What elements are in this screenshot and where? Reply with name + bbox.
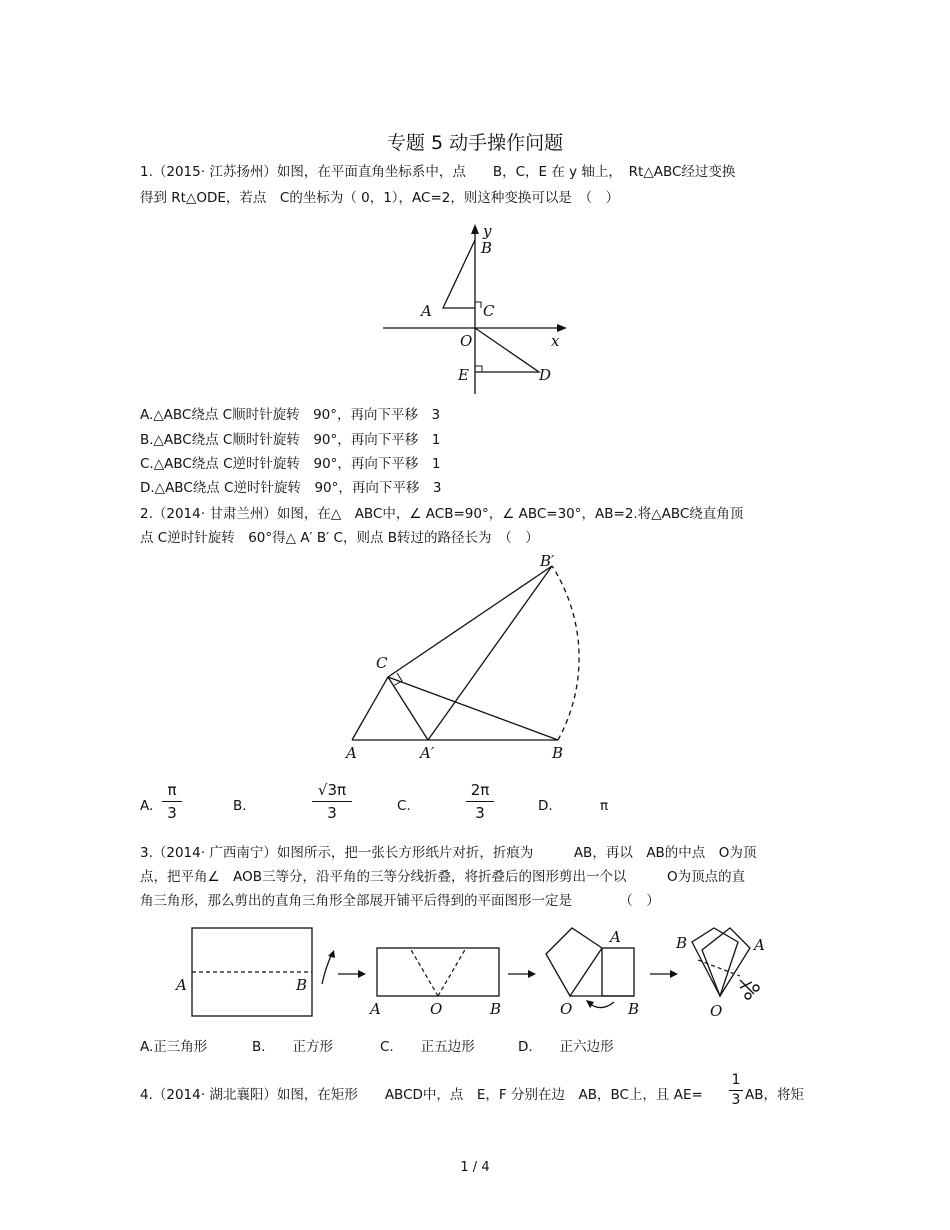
q2-text-line2: 点 C逆时针旋转 60°得△ A′ B′ C，则点 B转过的路径长为 （ ） (140, 530, 539, 546)
q3-text-line1: 3.（2014· 广西南宁）如图所示，把一张长方形纸片对折，折痕为 AB，再以 AB的中点 O为顶 (140, 845, 757, 861)
q3-fig4-label-o: O (710, 1002, 723, 1020)
q2-option-b-numerator: √3π (317, 781, 347, 799)
q1-label-o: O (460, 332, 473, 350)
page-title: 专题 5 动手操作问题 (386, 132, 564, 154)
q4-text-part2: AB，将矩 (745, 1087, 804, 1103)
q3-folding-figure (174, 920, 778, 1028)
q2-option-b-fraction (312, 780, 352, 823)
q3-fig4-label-b: B (676, 934, 688, 952)
q2-option-a-letter: A. (140, 798, 154, 814)
q2-option-d-letter: D. (538, 798, 553, 814)
q3-fig2-label-o: O (430, 1000, 443, 1018)
q2-option-c-letter: C. (397, 798, 411, 814)
q2-option-c-numerator: 2π (470, 781, 490, 799)
q1-label-e: E (458, 366, 469, 384)
q4-text-part1: 4.（2014· 湖北襄阳）如图，在矩形 ABCD中，点 E，F 分别在边 AB，BC上，且 AE= (140, 1087, 703, 1103)
q2-option-c-fraction (466, 780, 494, 823)
q2-option-d-value: π (600, 798, 609, 814)
q3-option-a: A.正三角形 (140, 1039, 208, 1055)
q1-option-b: B.△ABC绕点 C顺时针旋转 90°，再向下平移 1 (140, 432, 441, 448)
scissors-icon (740, 980, 759, 999)
q3-option-d: D. 正六边形 (518, 1039, 614, 1055)
q4-fraction (729, 1072, 743, 1109)
q3-fig3-label-o: O (560, 1000, 573, 1018)
q2-option-c-denominator: 3 (475, 804, 485, 822)
q1-text-line2: 得到 Rt△ODE，若点 C的坐标为（ 0，1），AC=2，则这种变换可以是 （ ） (140, 190, 620, 206)
q1-text-line1: 1.（2015· 江苏扬州）如图，在平面直角坐标系中，点 B，C，E 在 y 轴上， Rt△ABC经过变换 (140, 164, 736, 180)
q2-label-aprime: A′ (420, 744, 435, 762)
q2-label-bprime: B′ (540, 552, 555, 570)
q1-label-d: D (539, 366, 552, 384)
q2-option-a-fraction (162, 780, 182, 823)
q2-rotation-figure (340, 552, 610, 764)
q3-fig4-label-a: A (754, 936, 765, 954)
q2-label-c: C (376, 654, 388, 672)
q1-coordinate-figure (383, 222, 573, 394)
q3-fig3-label-b: B (628, 1000, 640, 1018)
q4-fraction-denominator: 3 (731, 1092, 741, 1108)
q2-option-b-letter: B. (233, 798, 247, 814)
q2-text-line1: 2.（2014· 甘肃兰州）如图，在△ ABC中，∠ ACB=90°，∠ ABC=30°，AB=2.将△ABC绕直角顶 (140, 506, 744, 522)
q3-option-c: C. 正五边形 (380, 1039, 475, 1055)
q3-fig1-label-a: A (176, 976, 187, 994)
q2-label-a: A (346, 744, 357, 762)
q2-option-a-numerator: π (167, 781, 177, 799)
q3-fig3-label-a: A (610, 928, 621, 946)
page-number: 1 / 4 (460, 1160, 490, 1175)
q3-option-b: B. 正方形 (252, 1039, 334, 1055)
q1-label-a: A (421, 302, 432, 320)
q2-option-b-denominator: 3 (327, 804, 337, 822)
q4-fraction-numerator: 1 (731, 1072, 741, 1088)
q3-fig2-label-b: B (490, 1000, 502, 1018)
q1-label-c: C (483, 302, 495, 320)
q1-option-d: D.△ABC绕点 C逆时针旋转 90°，再向下平移 3 (140, 480, 442, 496)
q2-label-b: B (552, 744, 564, 762)
q1-option-a: A.△ABC绕点 C顺时针旋转 90°，再向下平移 3 (140, 407, 441, 423)
q3-text-line3: 角三角形，那么剪出的直角三角形全部展开铺平后得到的平面图形一定是 （ ） (140, 893, 660, 909)
q3-text-line2: 点，把平角∠ AOB三等分，沿平角的三等分线折叠，将折叠后的图形剪出一个以 O为顶点的直 (140, 869, 746, 885)
q1-label-b: B (481, 239, 493, 257)
q1-label-x: x (551, 332, 560, 350)
q1-option-c: C.△ABC绕点 C逆时针旋转 90°，再向下平移 1 (140, 456, 441, 472)
q3-fig1-label-b: B (296, 976, 308, 994)
q2-option-a-denominator: 3 (167, 804, 177, 822)
q1-label-y: y (483, 222, 492, 240)
q3-fig2-label-a: A (370, 1000, 381, 1018)
